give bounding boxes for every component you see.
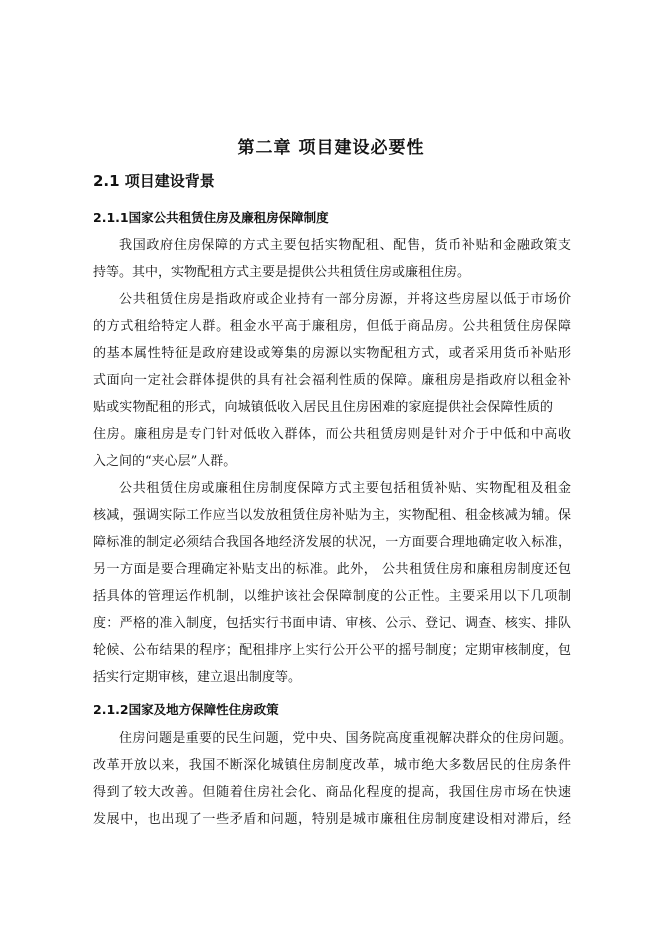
subsection-title-1: 2.1.1国家公共租赁住房及廉租房保障制度: [93, 210, 329, 225]
paragraph-line: 括具体的管理运作机制，以维护该社会保障制度的公正性。主要采用以下几项制: [93, 589, 571, 604]
paragraph-line: 公共租赁住房或廉租住房制度保障方式主要包括租赁补贴、实物配租及租金: [119, 481, 571, 496]
paragraph-line: 公共租赁住房是指政府或企业持有一部分房源，并将这些房屋以低于市场价: [119, 292, 571, 307]
paragraph-line: 我国政府住房保障的方式主要包括实物配租、配售，货币补贴和金融政策支: [119, 238, 571, 253]
paragraph-line: 度：严格的准入制度，包括实行书面申请、审核、公示、登记、调查、核实、排队: [93, 616, 571, 631]
paragraph-line: 另一方面是要合理确定补贴支出的标准。此外， 公共租赁住房和廉租房制度还包: [93, 562, 571, 577]
paragraph-line: 改革开放以来，我国不断深化城镇住房制度改革，城市绝大多数居民的住房条件: [93, 758, 571, 773]
paragraph-line: 住房问题是重要的民生问题，党中央、国务院高度重视解决群众的住房问题。: [119, 731, 572, 746]
paragraph-line: 住房。廉租房是专门针对低收入群体，而公共租赁房则是针对介于中低和中高收: [93, 427, 571, 442]
chapter-title: 第二章 项目建设必要性: [237, 138, 425, 158]
paragraph-line: 贴或实物配租的形式，向城镇低收入居民且住房困难的家庭提供社会保障性质的: [93, 400, 553, 415]
paragraph-line: 入之间的“夹心层”人群。: [93, 454, 237, 469]
paragraph-line: 的基本属性特征是政府建设或筹集的房源以实物配租方式，或者采用货币补贴形: [93, 346, 571, 361]
paragraph-line: 的方式租给特定人群。租金水平高于廉租房，但低于商品房。公共租赁住房保障: [93, 319, 571, 334]
section-title: 2.1 项目建设背景: [93, 172, 215, 190]
paragraph-line: 得到了较大改善。但随着住房社会化、商品化程度的提高，我国住房市场在快速: [93, 785, 571, 800]
paragraph-line: 轮候、公布结果的程序；配租排序上实行公开公平的摇号制度；定期审核制度，包: [93, 643, 571, 658]
paragraph-line: 发展中，也出现了一些矛盾和问题，特别是城市廉租住房制度建设相对滞后，经: [93, 812, 571, 827]
paragraph-line: 括实行定期审核，建立退出制度等。: [93, 670, 302, 685]
paragraph-line: 核减，强调实际工作应当以发放租赁住房补贴为主，实物配租、租金核减为辅。保: [93, 508, 571, 523]
subsection-title-2: 2.1.2国家及地方保障性住房政策: [93, 702, 279, 717]
paragraph-line: 持等。其中，实物配租方式主要是提供公共租赁住房或廉租住房。: [93, 265, 471, 280]
paragraph-line: 式面向一定社会群体提供的具有社会福利性质的保障。廉租房是指政府以租金补: [93, 373, 571, 388]
paragraph-line: 障标准的制定必须结合我国各地经济发展的状况，一方面要合理地确定收入标准，: [93, 535, 571, 550]
